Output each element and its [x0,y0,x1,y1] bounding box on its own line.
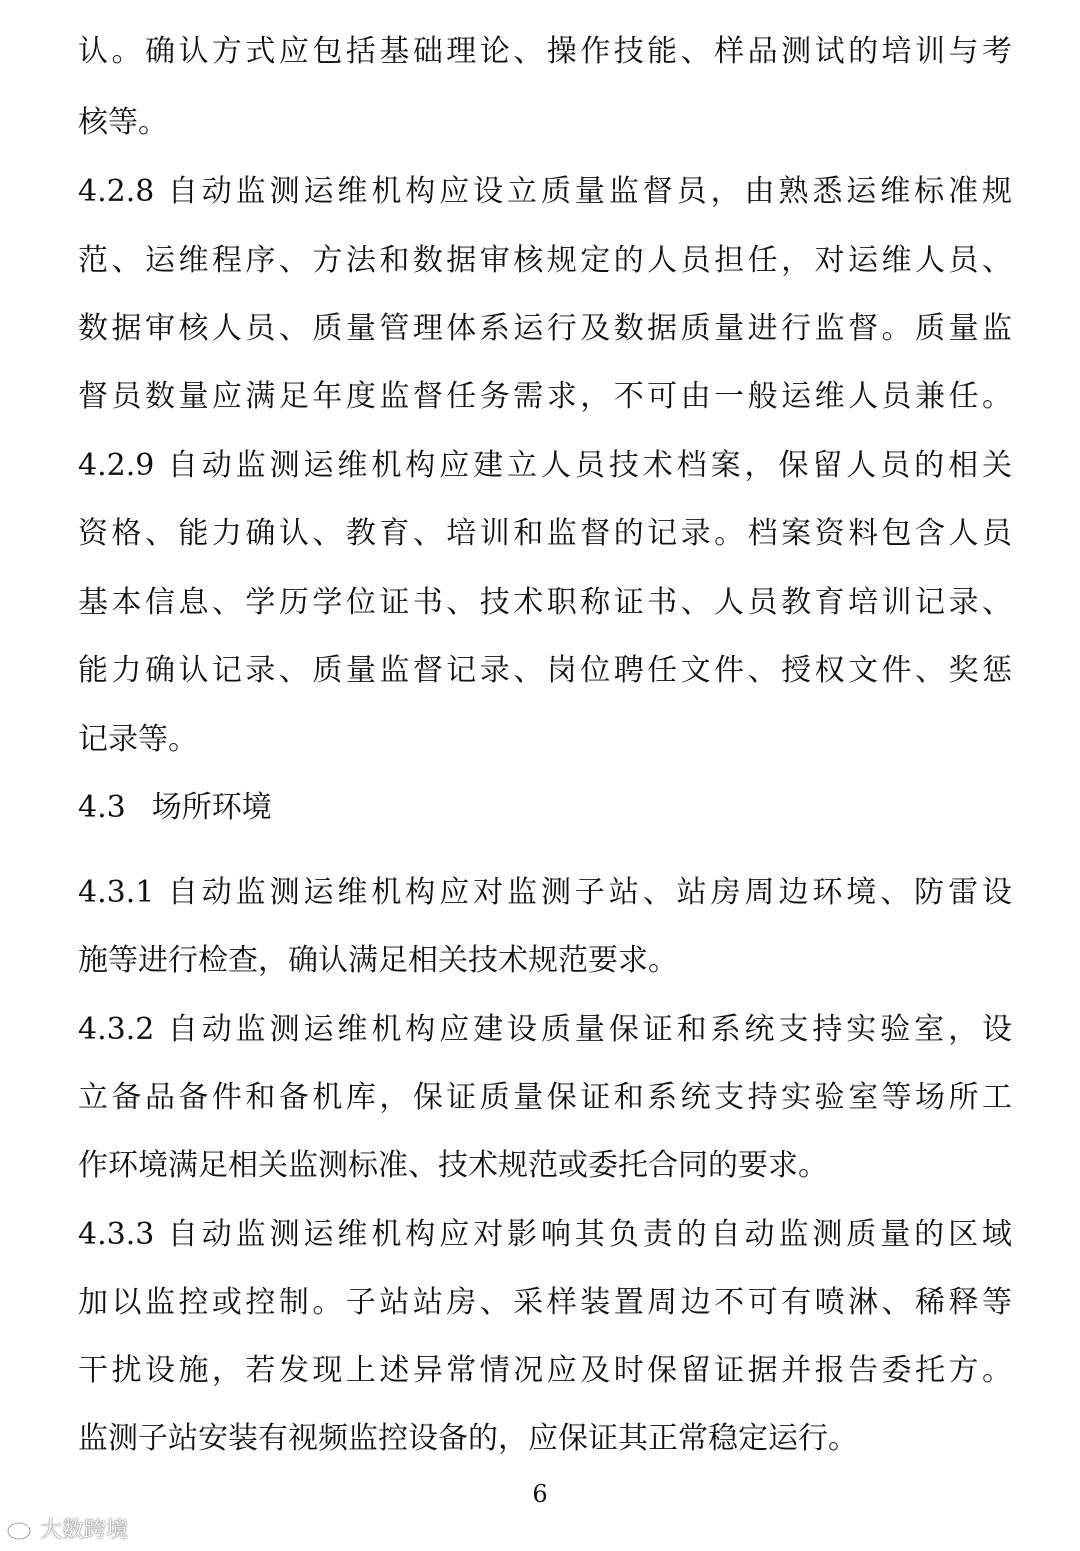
watermark-text: 大数跨境 [40,1517,129,1543]
clause-4-2-9-line: 能力确认记录、质量监督记录、岗位聘任文件、授权文件、奖惩 [78,653,1012,688]
page-number: 6 [532,1480,548,1508]
clause-4-2-9-line: 4.2.9 自动监测运维机构应建立人员技术档案，保留人员的相关 [78,448,1012,483]
clause-4-3-1-line: 4.3.1 自动监测运维机构应对监测子站、站房周边环境、防雷设 [78,875,1012,910]
clause-4-2-8-line: 督员数量应满足年度监督任务需求，不可由一般运维人员兼任。 [78,379,1012,414]
watermark [6,1512,128,1544]
clause-4-2-8-line: 数据审核人员、质量管理体系运行及数据质量进行监督。质量监 [78,311,1012,346]
section-number: 4.3 [78,790,126,825]
clause-4-2-9-line: 基本信息、学历学位证书、技术职称证书、人员教育培训记录、 [78,585,1012,620]
clause-4-2-9-line: 记录等。 [78,722,198,757]
section-title: 场所环境 [151,790,272,825]
clause-4-3-3-line: 加以监控或控制。子站站房、采样装置周边不可有喷淋、稀释等 [78,1285,1012,1320]
clause-4-3-2-line: 4.3.2 自动监测运维机构应建设质量保证和系统支持实验室，设 [78,1012,1012,1047]
clause-4-3-3-line: 干扰设施，若发现上述异常情况应及时保留证据并报告委托方。 [78,1353,1012,1388]
clause-4-2-8-line: 4.2.8 自动监测运维机构应设立质量监督员，由熟悉运维标准规 [78,174,1012,209]
clause-4-3-2-line: 立备品备件和备机库，保证质量保证和系统支持实验室等场所工 [78,1080,1012,1115]
clause-4-3-3-line: 监测子站安装有视频监控设备的，应保证其正常稳定运行。 [78,1421,858,1456]
clause-4-2-8-line: 范、运维程序、方法和数据审核规定的人员担任，对运维人员、 [78,243,1012,278]
clause-4-3-1-line: 施等进行检查，确认满足相关技术规范要求。 [78,943,678,978]
clause-4-2-9-line: 资格、能力确认、教育、培训和监督的记录。档案资料包含人员 [78,516,1012,551]
clause-4-3-2-line: 作环境满足相关监测标准、技术规范或委托合同的要求。 [78,1148,828,1183]
text-line: 认。确认方式应包括基础理论、操作技能、样品测试的培训与考 [78,34,1012,69]
weibo-logo-icon [6,1515,36,1541]
section-heading [78,780,272,836]
text-line: 核等。 [78,105,168,140]
clause-4-3-3-line: 4.3.3 自动监测运维机构应对影响其负责的自动监测质量的区域 [78,1217,1012,1252]
